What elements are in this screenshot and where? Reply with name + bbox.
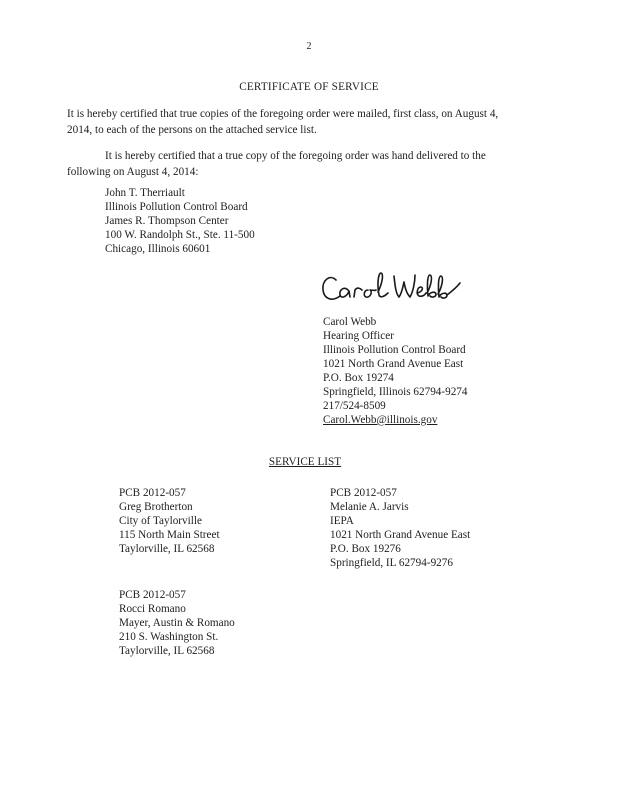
service-entry-line: 1021 North Grand Avenue East <box>330 529 471 541</box>
certificate-title: CERTIFICATE OF SERVICE <box>239 81 379 93</box>
handwritten-signature <box>318 266 468 310</box>
signer-organization: Illinois Pollution Control Board <box>323 344 466 356</box>
hand-delivery-paragraph-line-1: It is hereby certified that a true copy of the foregoing order was hand delivered to the <box>105 150 486 162</box>
signer-street: 1021 North Grand Avenue East <box>323 358 464 370</box>
signer-email-link[interactable]: Carol.Webb@illinois.gov <box>323 414 438 426</box>
address-line: John T. Therriault <box>105 187 185 199</box>
service-entry-line: IEPA <box>330 515 354 527</box>
service-entry-line: PCB 2012-057 <box>330 487 397 499</box>
service-entry-line: Taylorville, IL 62568 <box>119 543 215 555</box>
signer-block <box>323 315 468 427</box>
service-entry-line: 210 S. Washington St. <box>119 631 219 643</box>
hand-delivery-recipient-address <box>105 186 255 256</box>
service-list-title: SERVICE LIST <box>268 456 342 468</box>
service-entry-line: Taylorville, IL 62568 <box>119 645 215 657</box>
page-number: 2 <box>306 41 312 52</box>
service-entry-line: 115 North Main Street <box>119 529 220 541</box>
service-entry-line: Mayer, Austin & Romano <box>119 617 235 629</box>
service-entry-line: Rocci Romano <box>119 603 186 615</box>
service-entry-line: P.O. Box 19276 <box>330 543 401 555</box>
mailing-paragraph-line-1: It is hereby certified that true copies of the foregoing order were mailed, first class, on August 4, <box>67 108 499 120</box>
service-entry-line: City of Taylorville <box>119 515 202 527</box>
service-list-entry-3 <box>119 588 235 658</box>
signer-phone: 217/524-8509 <box>323 400 386 412</box>
signer-city: Springfield, Illinois 62794-9274 <box>323 386 468 398</box>
address-line: 100 W. Randolph St., Ste. 11-500 <box>105 229 255 241</box>
service-list-entry-1 <box>119 486 220 556</box>
address-line: Illinois Pollution Control Board <box>105 201 248 213</box>
hand-delivery-paragraph <box>67 148 547 180</box>
address-line: James R. Thompson Center <box>105 215 229 227</box>
mailing-paragraph <box>67 106 547 138</box>
signer-title: Hearing Officer <box>323 330 394 342</box>
hand-delivery-paragraph-line-2: following on August 4, 2014: <box>67 166 199 178</box>
service-entry-line: PCB 2012-057 <box>119 589 186 601</box>
signer-name: Carol Webb <box>323 316 377 328</box>
service-entry-line: Springfield, IL 62794-9276 <box>330 557 453 569</box>
address-line: Chicago, Illinois 60601 <box>105 243 211 255</box>
service-entry-line: Greg Brotherton <box>119 501 193 513</box>
mailing-paragraph-line-2: 2014, to each of the persons on the attached service list. <box>67 124 317 136</box>
service-entry-line: PCB 2012-057 <box>119 487 186 499</box>
service-list-entry-2 <box>330 486 470 570</box>
signer-po-box: P.O. Box 19274 <box>323 372 394 384</box>
service-entry-line: Melanie A. Jarvis <box>330 501 409 513</box>
